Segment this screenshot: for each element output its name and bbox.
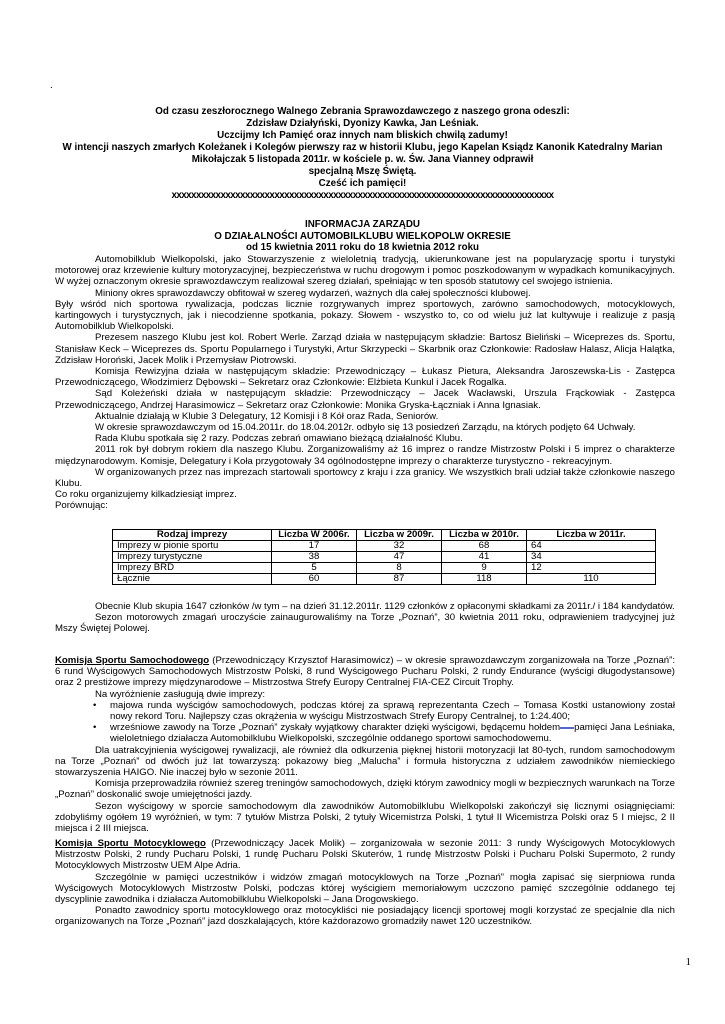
table-cell: 8 [357,563,442,574]
memorial-line: Od czasu zeszłorocznego Walnego Zebrania Sprawozdawczego z naszego grona odeszli: [155,106,570,117]
paragraph: W okresie sprawozdawczym od 15.04.2011r. do 18.04.2012r. odbyło się 13 posiedzeń Zarządu, na których podjęto 64 Uchwały. [95,422,636,434]
memorial-line: Zdzisław Działyński, Dyonizy Kawka, Jan Leśniak. [246,118,479,129]
section-intro: (Przewodniczący Jacek Molik) – zorganizowała w sezonie 2011: 3 rundy Wyścigowych Motocyklowych Mistrzostw Polski, 2 rundy Pucharu Polski, 1 rundę Pucharu Polski Skuterów, 1 rundę Mistrzostw Polski i Pucharu Polski Supermoto, 2 rundy Motocyklowych Mistrzostw UEM Alpe Adria. [55,838,675,872]
table-row [113,574,656,585]
table-row [113,541,656,552]
paragraph: Prezesem naszego Klubu jest kol. Robert Werle. Zarząd działa w następującym składzie: Bartosz Bieliński – Wiceprezes ds. Sportu, Stanisław Keck – Wiceprezes ds. Sportu Popularnego i Turystyki, Artur Skrzypecki – Skarbnik oraz Członkowie: Radosław Halasz, Alicja Halątka, Zdzisław Horoński, Jacek Molik i Przemysław Piotrowski. [55,332,675,366]
list-item [110,722,675,744]
table-cell: 32 [357,541,442,552]
paragraph: Komisja Rewizyjna działa w następującym składzie: Przewodniczący – Łukasz Pietura, Aleksandra Jaroszewska-Lis - Zastępca Przewodniczącego, Włodzimierz Dębowski – Sekretarz oraz Członkowie: Elżbieta Kunkul i Jacek Rogalka. [55,366,675,389]
section-title: Komisja Sportu Motocyklowego [55,838,206,849]
table-cell: 110 [527,574,656,585]
report-period: od 15 kwietnia 2011 roku do 18 kwietnia 2012 roku [245,242,480,254]
paragraph: W organizowanych przez nas imprezach startowali sportowcy z kraju i zza granicy. We wszystkich brali udział także członkowie naszego Klubu. [55,466,675,490]
table-cell: 64 [527,541,656,552]
paragraph: Co roku organizujemy kilkadziesiąt imprez. [55,489,237,501]
table-cell: 41 [442,552,527,563]
report-heading [55,219,670,254]
page-number: 1 [685,956,691,968]
table-row [113,563,656,574]
paragraph: Były wśród nich sportowa rywalizacja, podczas licznie rozgrywanych imprez sportowych, zarówno samochodowych, motocyklowych, kartingowych i turystycznych, jak i niecodzienne spotkania, pokazy. Słowem - wszystko to, co od wielu już lat kultywuje i realizuje z pasją Automobilklub Wielkopolski. [55,298,675,333]
table-header-row [113,530,656,541]
table-cell: 38 [272,552,357,563]
list-item-text: pamięci Jana Leśniaka, wieloletniego działacza Automobilklubu Wielkopolski, szczególnie oddanego sportowi samochodowemu. [110,722,675,745]
paragraph: Sąd Koleżeński działa w następującym składzie: Przewodniczący – Jacek Wacławski, Urszula Frąckowiak - Zastępca Przewodniczącego, Andrzej Harasimowicz – Sekretarz oraz Członkowie: Monika Gryska-Łączniak i Anna Ignasiak. [55,388,675,411]
table-cell: 87 [357,574,442,585]
report-subtitle: O DZIAŁALNOŚCI AUTOMOBILKLUBU WIELKOPOLW OKRESIE [214,230,511,242]
list-item: • majowa runda wyścigów samochodowych, podczas której za sprawą reprezentanta Czech – Tomasa Kostki ustanowiony został nowy rekord Toru. Najlepszy czas okrążenia w wyścigu Mistrzostwach Strefy Europy Centralnej, to 1:24.400; [110,700,675,722]
paragraph: Rada Klubu spotkała się 2 razy. Podczas zebrań omawiano bieżącą działalność Klubu. [95,433,463,445]
paragraph: Sezon wyścigowy w sporcie samochodowym dla zawodników Automobilklubu Wielkopolski zakończył się licznymi osiągnięciami: zdobyliśmy ogółem 19 wyróżnień, w tym: 7 tytułów Mistrza Polski, 2 tytuły Wicemistrza Polski, 1 tytuł II Wicemistrza Polski oraz 5 I miejsc, 2 II miejsca i 2 III miejsca. [55,800,675,835]
paragraph: Szczególnie w pamięci uczestników i widzów zmagań motocyklowych na Torze „Poznań” mogła zapisać się sierpniowa runda Wyścigowych Motocyklowych Mistrzostw Polski, podczas której wyścigiem memoriałowym uczczono pamięć szczególnie oddanego tej dyscyplinie zawodnika i działacza Automobilklubu Wielkopolski – Jana Drogowskiego. [55,871,675,906]
table-header: Liczba w 2009r. [357,530,442,541]
separator-line: xxxxxxxxxxxxxxxxxxxxxxxxxxxxxxxxxxxxxxxxxxxxxxxxxxxxxxxxxxxxxxxxxxxxxxxxxxxxxx [171,190,554,201]
report-body-intro [55,254,675,512]
table-header: Liczba w 2010r. [442,530,527,541]
paragraph [55,838,675,872]
table-cell: 47 [357,552,442,563]
table-cell: 12 [527,563,656,574]
table-header: Liczba W 2006r. [272,530,357,541]
table-cell: Imprezy w pionie sportu [113,541,272,552]
table-header: Liczba w 2011r. [527,530,656,541]
table-cell: 34 [527,552,656,563]
paragraph: Dla uatrakcyjnienia wyścigowej rywalizacji, ale również dla odkurzenia pięknej historii motoryzacji lat 80-tych, rundom samochodowym na Torze „Poznań” od dwóch już lat towarzyszą: pokazowy bieg „Malucha” i formuła historyczna z udziałem zawodników niemieckiego stowarzyszenia HAIGO. Nie inaczej było w sezonie 2011. [55,744,675,779]
report-body-members [55,601,675,635]
paragraph: Na wyróżnienie zasługują dwie imprezy: [95,688,266,700]
table-header: Rodzaj imprezy [113,530,272,541]
table-cell: Imprezy turystyczne [113,552,272,563]
table-cell: 60 [272,574,357,585]
car-sport-section [55,655,675,834]
paragraph: Komisja przeprowadziła również szereg treningów samochodowych, dzięki którym zawodnicy mogli w bezpiecznych warunkach na Torze „Poznań” doskonalić swoje umiejętności jazdy. [55,778,675,801]
paragraph: Sezon motorowych zmagań uroczyście zainaugurowaliśmy na Torze „Poznań”, 30 kwietnia 2011 roku, odprawieniem tradycyjnej już Mszy Świętej Polowej. [55,612,675,635]
paragraph: Porównując: [55,500,108,512]
memorial-line: specjalną Mszę Świętą. [308,166,417,177]
table-cell: 17 [272,541,357,552]
highlight-mark [560,727,574,729]
table-cell: Łącznie [113,574,272,585]
section-title: Komisja Sportu Samochodowego [55,655,210,666]
table-cell: 68 [442,541,527,552]
report-title: INFORMACJA ZARZĄDU [304,219,420,230]
memorial-line: W intencji naszych zmarłych Koleżanek i Kolegów pierwszy raz w historii Klubu, jego Kapelan Ksiądz Kanonik Katedralny Marian [62,142,663,153]
section-intro: (Przewodniczący Krzysztof Harasimowicz) – w okresie sprawozdawczym zorganizowała na Torze „Poznań”: 6 rund Wyścigowych Samochodowych Mistrzostw Polski, 8 rund Wyścigowego Pucharu Polski, 2 rundy Endurance (wyścigi długodystansowe) oraz 2 prestiżowe imprezy międzynarodowe – Mistrzostwa Strefy Europy Centralnej FIA-CEZ Circuit Trophy. [55,655,676,689]
paragraph [55,655,675,689]
table-cell: 118 [442,574,527,585]
memorial-line: Uczcijmy Ich Pamięć oraz innych nam bliskich chwilą zadumy! [217,130,508,141]
motorcycle-sport-section [55,838,675,928]
stray-dot: . [50,80,53,91]
paragraph: Automobilklub Wielkopolski, jako Stowarzyszenie z wieloletnią tradycją, ukierunkowane jest na popularyzację sportu i turystyki motorowej oraz krzewienie kultury motoryzacyjnej, bezpieczeństwa w ruchu drogowym i pomoc poszkodowanym w wypadkach komunikacyjnych. W wyżej oznaczonym okresie sprawozdawczym realizował szereg działań, spełniając w ten sposób statutowy cel swojego istnienia. [55,254,675,288]
events-comparison-table [112,529,656,585]
memorial-notice [55,106,670,202]
paragraph: Miniony okres sprawozdawczy obfitował w szereg wydarzeń, ważnych dla całej społeczności klubowej. [95,287,531,299]
highlight-list [55,700,675,745]
table-row [113,552,656,563]
paragraph: 2011 rok był dobrym rokiem dla naszego Klubu. Zorganizowaliśmy aż 16 imprez o randze Mistrzostw Polski i 5 imprez o charakterze międzynarodowym. Komisje, Delegatury i Koła przygotowały 34 ogólnodostępne imprezy o charakterze turystyczno - rekreacyjnym. [55,444,675,467]
table-cell: 5 [272,563,357,574]
paragraph: Ponadto zawodnicy sportu motocyklowego oraz motocykliści nie posiadający licencji sportowej mogli korzystać ze specjalnie dla nich organizowanych na Torze „Poznań” jazd doszkalających, które każdorazowo gromadziły nawet 120 uczestników. [55,905,675,928]
paragraph: Obecnie Klub skupia 1647 członków /w tym – na dzień 31.12.2011r. 1129 członków z opłaconymi składkami za 2011r./ i 184 kandydatów. [95,601,675,612]
list-item-text: wrześniowe zawody na Torze „Poznań” zyskały wyjątkowy charakter dzięki wyścigowi, będącemu hołdem [110,722,561,734]
table-cell: Imprezy BRD [113,563,272,574]
paragraph: Aktualnie działają w Klubie 3 Delegatury, 12 Komisji i 8 Kół oraz Rada, Seniorów. [95,410,439,422]
memorial-line: Cześć ich pamięci! [318,178,407,189]
table-cell: 9 [442,563,527,574]
memorial-line: Mikołajczak 5 listopada 2011r. w kościele p. w. Św. Jana Vianney odprawił [191,154,534,165]
